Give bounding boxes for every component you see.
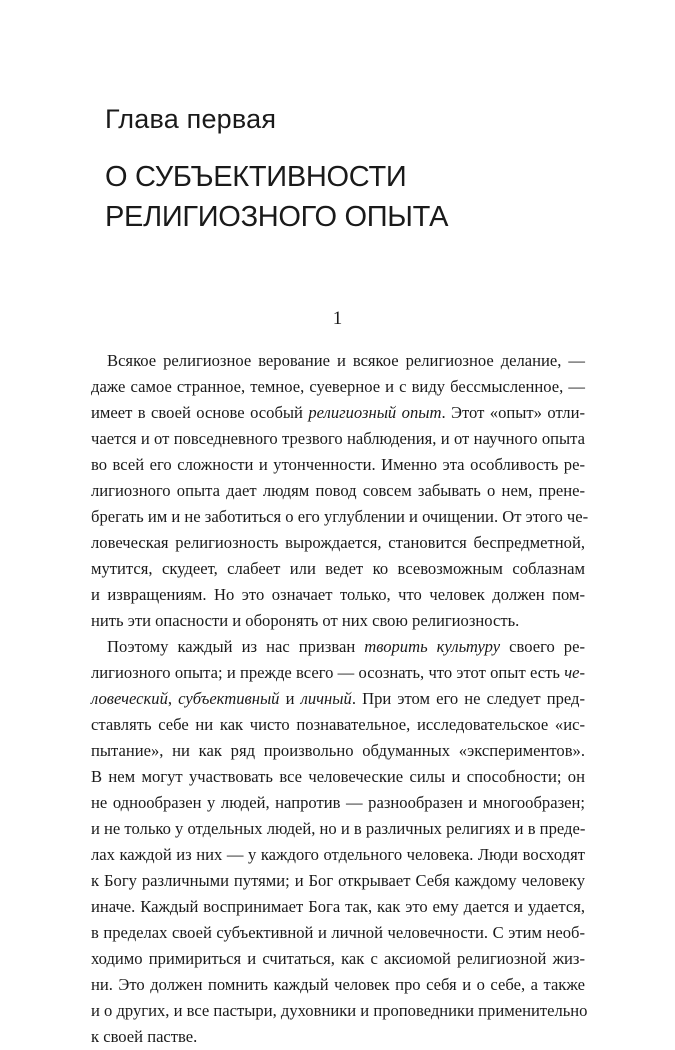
text-run: , (167, 689, 179, 708)
chapter-title-line: О СУБЪЕКТИВНОСТИ (105, 161, 407, 193)
text-run: и не только у отдельных людей, но и в различных религиях и в преде- (91, 819, 586, 838)
text-run: лигиозного опыта дает людям повод совсем забывать о нем, прене- (91, 481, 585, 500)
text-line (91, 478, 585, 504)
text-run: лигиозного опыта; и прежде всего — осознать, что этот опыт есть (91, 663, 565, 682)
chapter-label: Глава первая (105, 104, 277, 134)
text-run: и (279, 689, 301, 708)
text-run: . При этом его не следует пред- (351, 689, 586, 708)
italic-text: субъективный (178, 689, 280, 708)
text-line (91, 556, 585, 582)
text-run: иначе. Каждый воспринимает Бога так, как это ему дается и удается, (91, 897, 585, 916)
text-line (91, 946, 585, 972)
text-line (91, 504, 589, 530)
text-run: лах каждой из них — у каждого отдельного человека. Люди восходят (91, 845, 585, 864)
text-line (91, 400, 585, 426)
chapter-title-line: РЕЛИГИОЗНОГО ОПЫТА (105, 201, 449, 233)
text-line (91, 426, 585, 452)
text-line (91, 1024, 585, 1050)
text-run: нить эти опасности и оборонять от них свою религиозность. (91, 611, 520, 630)
text-run: в пределах своей субъективной и личной человечности. С этим необ- (91, 923, 585, 942)
text-line (91, 738, 585, 764)
text-run: ставлять себе ни как чисто познавательное, исследовательское «ис- (91, 715, 585, 734)
text-line (91, 998, 588, 1024)
text-line (91, 452, 585, 478)
text-run: . Этот «опыт» отли- (441, 403, 585, 422)
text-line (91, 634, 585, 660)
text-line (91, 712, 585, 738)
text-run: даже самое странное, темное, суеверное и с виду бессмысленное, — (91, 377, 585, 396)
text-line (91, 764, 585, 790)
text-run: Всякое религиозное верование и всякое религиозное делание, — (107, 351, 585, 370)
text-line (91, 374, 585, 400)
italic-text: творить культуру (364, 637, 501, 656)
body-text (91, 348, 589, 1050)
text-line (91, 686, 585, 712)
text-run: Поэтому каждый из нас призван (107, 637, 365, 656)
text-line (91, 894, 585, 920)
italic-text: личный (300, 689, 352, 708)
text-run: к своей пастве. (91, 1027, 198, 1046)
text-line (91, 348, 585, 374)
text-run: пытание», ни как ряд произвольно обдуманных «экспериментов». (91, 741, 585, 760)
text-run: ни. Это должен помнить каждый человек про себя и о себе, а также (91, 975, 585, 994)
italic-text: религиозный опыт (308, 403, 442, 422)
paragraph (91, 634, 588, 1050)
italic-text: че- (564, 663, 585, 682)
text-line (91, 816, 585, 842)
chapter-title (105, 157, 448, 237)
text-run: к Богу различными путями; и Бог открывает Себя каждому человеку (91, 871, 585, 890)
text-line (91, 660, 585, 686)
text-line (91, 582, 585, 608)
text-line (91, 842, 585, 868)
text-run: своего ре- (500, 637, 585, 656)
italic-text: ловеческий (91, 689, 168, 708)
text-run: ловеческая религиозность вырождается, становится беспредметной, (91, 533, 585, 552)
text-line (91, 608, 585, 634)
text-run: В нем могут участвовать все человеческие силы и способности; он (91, 767, 585, 786)
text-run: мутится, скудеет, слабеет или ведет ко всевозможным соблазнам (91, 559, 585, 578)
section-number: 1 (332, 308, 343, 329)
text-run: и извращениям. Но это означает только, что человек должен пом- (91, 585, 585, 604)
text-run: брегать им и не заботиться о его углублении и очищении. От этого че- (91, 507, 589, 526)
text-line (91, 530, 585, 556)
paragraph (91, 348, 589, 634)
text-run: чается и от повседневного трезвого наблюдения, и от научного опыта (91, 429, 585, 448)
text-line (91, 790, 585, 816)
text-run: и о других, и все пастыри, духовники и проповедники применительно (91, 1001, 588, 1020)
text-line (91, 868, 585, 894)
text-line (91, 972, 585, 998)
text-run: не однообразен у людей, напротив — разнообразен и многообразен; (91, 793, 585, 812)
text-run: ходимо примириться и считаться, как с аксиомой религиозной жиз- (91, 949, 585, 968)
text-run: имеет в своей основе особый (91, 403, 309, 422)
text-run: во всей его сложности и утонченности. Именно эта особливость ре- (91, 455, 585, 474)
text-line (91, 920, 585, 946)
